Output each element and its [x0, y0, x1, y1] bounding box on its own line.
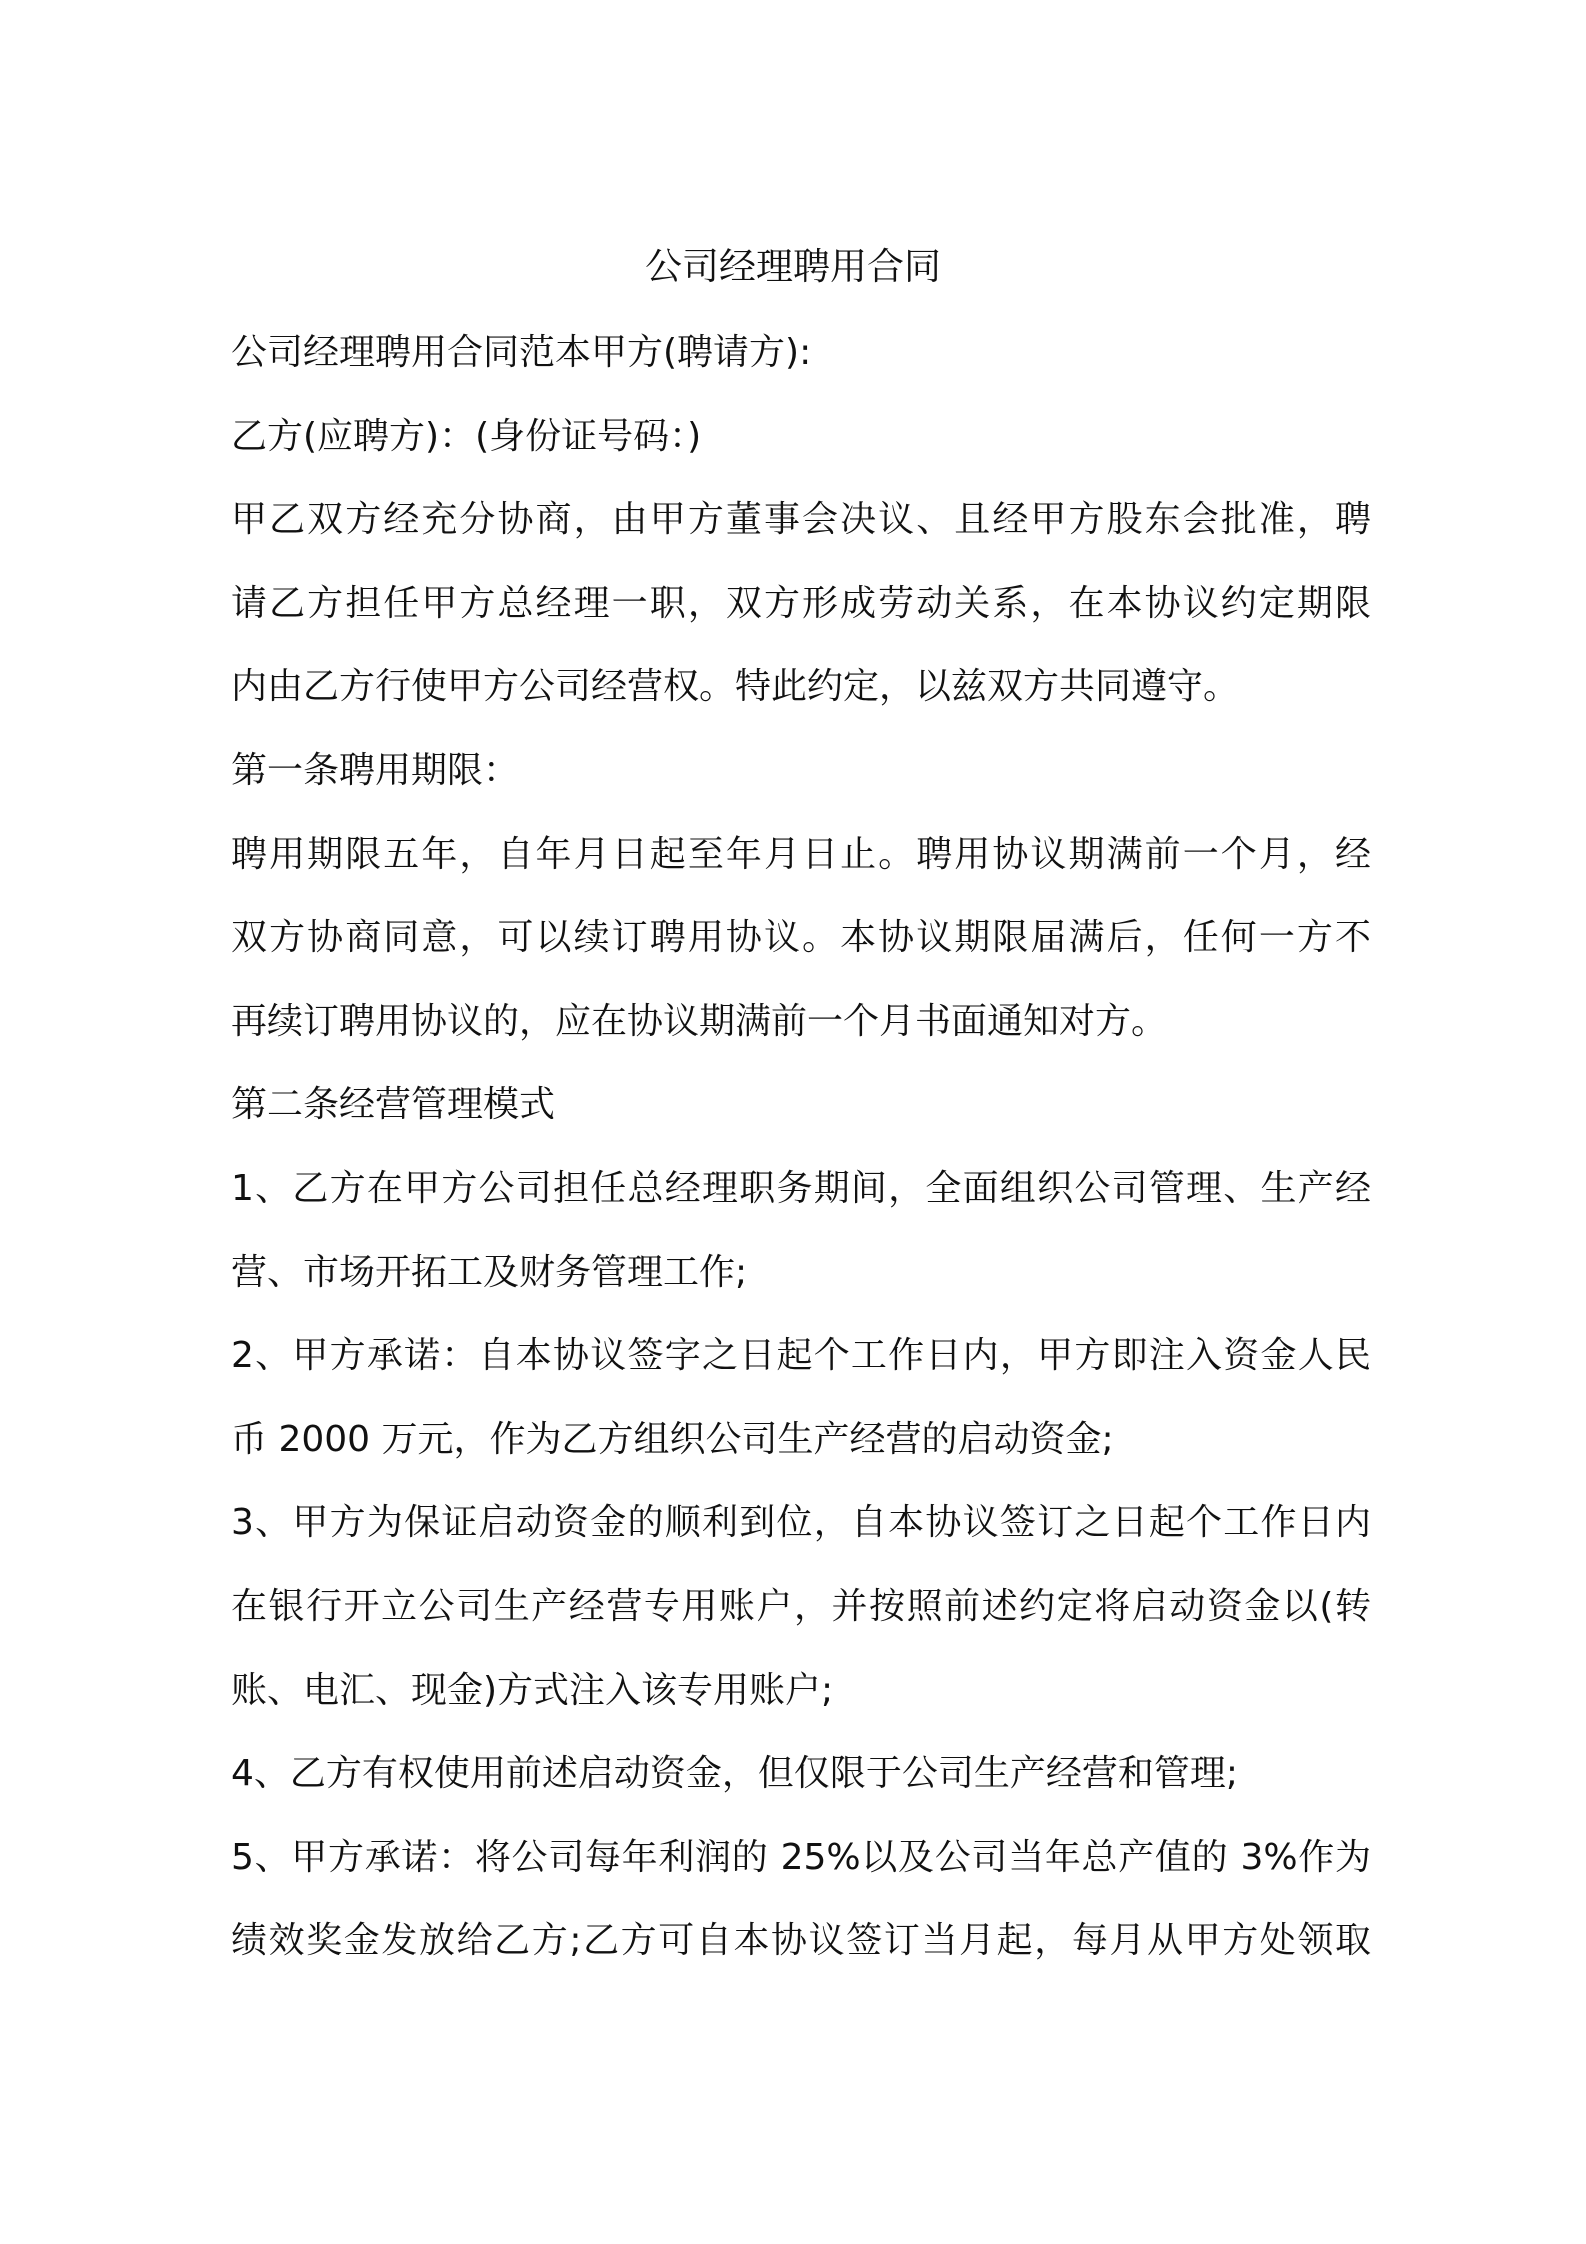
text-line: 第二条经营管理模式 — [231, 1084, 556, 1126]
text-line: 1、乙方在甲方公司担任总经理职务期间，全面组织公司管理、生产经 — [231, 1168, 1371, 1209]
document-title: 公司经理聘用合同 — [645, 245, 941, 288]
text-line: 双方协商同意，可以续订聘用协议。本协议期限届满后，任何一方不 — [231, 917, 1371, 959]
text-line: 5、甲方承诺：将公司每年利润的 25%以及公司当年总产值的 3%作为 — [231, 1836, 1371, 1878]
text-line: 再续订聘用协议的，应在协议期满前一个月书面通知对方。 — [231, 1000, 1168, 1042]
text-line: 币 2000 万元，作为乙方组织公司生产经营的启动资金; — [231, 1418, 1114, 1460]
text-line: 4、乙方有权使用前述启动资金，但仅限于公司生产经营和管理; — [231, 1753, 1239, 1795]
text-line: 账、电汇、现金)方式注入该专用账户; — [231, 1669, 834, 1711]
text-line: 甲乙双方经充分协商，由甲方董事会决议、且经甲方股东会批准，聘 — [231, 499, 1371, 541]
text-line: 请乙方担任甲方总经理一职，双方形成劳动关系，在本协议约定期限 — [231, 582, 1371, 624]
text-line: 乙方(应聘方)：(身份证号码：) — [231, 415, 702, 457]
text-line: 聘用期限五年，自年月日起至年月日止。聘用协议期满前一个月，经 — [231, 833, 1371, 875]
text-line: 在银行开立公司生产经营专用账户，并按照前述约定将启动资金以(转 — [231, 1586, 1371, 1627]
text-line: 营、市场开拓工及财务管理工作; — [231, 1251, 748, 1293]
text-line: 2、甲方承诺：自本协议签字之日起个工作日内，甲方即注入资金人民 — [231, 1335, 1371, 1377]
text-line: 内由乙方行使甲方公司经营权。特此约定，以兹双方共同遵守。 — [231, 666, 1240, 708]
text-line: 第一条聘用期限： — [231, 750, 520, 791]
text-line: 3、甲方为保证启动资金的顺利到位，自本协议签订之日起个工作日内 — [231, 1502, 1371, 1544]
text-line: 绩效奖金发放给乙方;乙方可自本协议签订当月起，每月从甲方处领取 — [231, 1920, 1371, 1962]
text-line: 公司经理聘用合同范本甲方(聘请方): — [231, 332, 812, 373]
